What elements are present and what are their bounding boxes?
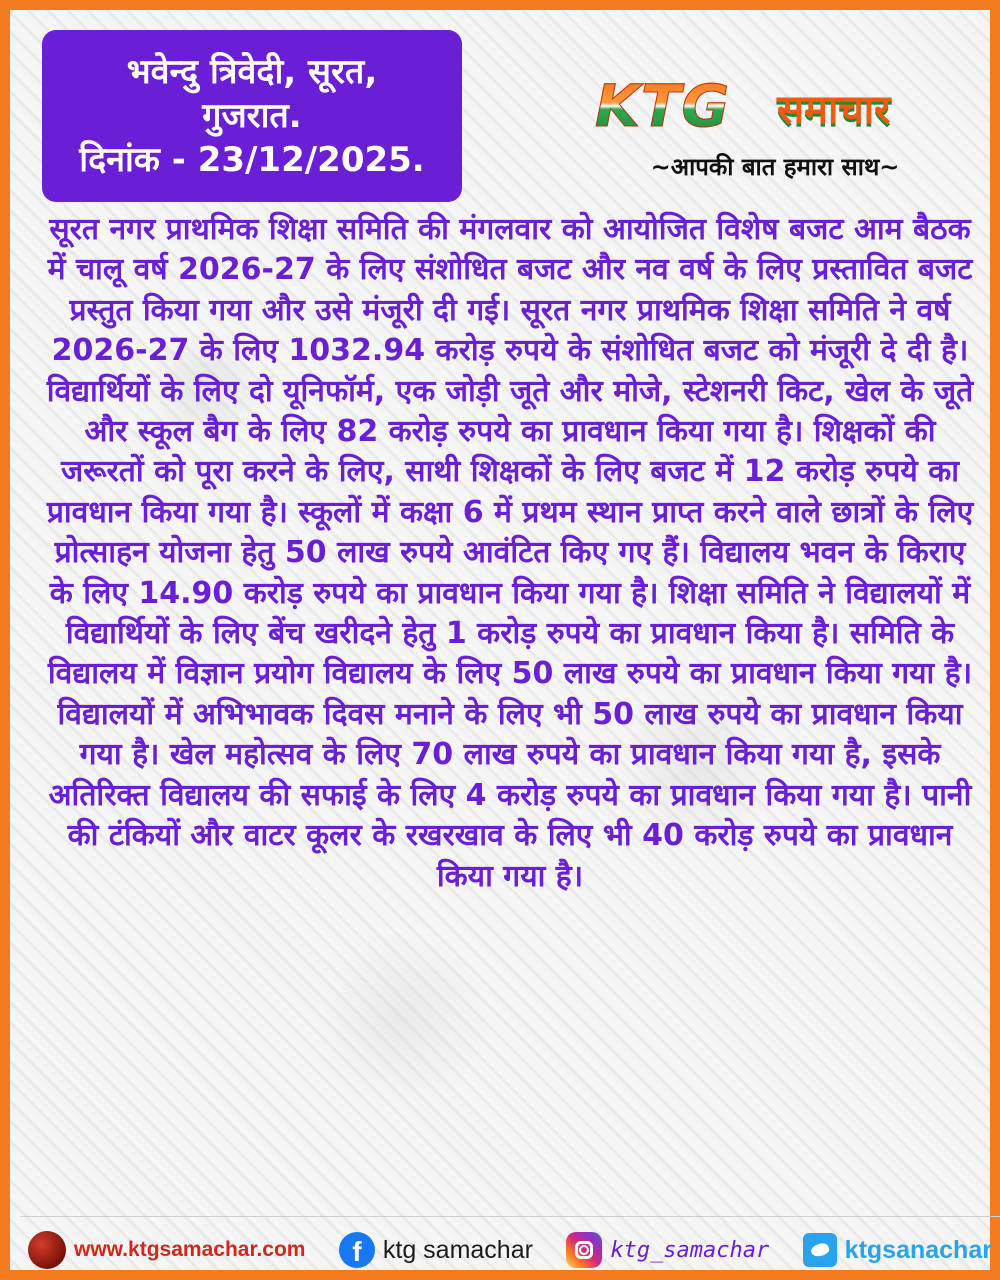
logo-samachar-text: समाचार [777, 87, 891, 133]
instagram-icon [566, 1232, 602, 1268]
article-body: सूरत नगर प्राथमिक शिक्षा समिति की मंगलवार को आयोजित विशेष बजट आम बैठक में चालू वर्ष 2026-27 के लिए संशोधित बजट और नव वर्ष के लिए प्रस्तावित बजट प्रस्तुत किया गया और उसे मंजूरी दी गई। सूरत नगर प्राथमिक शिक्षा समिति ने वर्ष 2026-27 के लिए 1032.94 करोड़ रुपये के संशोधित बजट को मंजूरी दे दी है। विद्यार्थियों के लिए दो यूनिफॉर्म, एक जोड़ी जूते और मोजे, स्टेशनरी किट, खेल के जूते और स्कूल बैग के लिए 82 करोड़ रुपये का प्रावधान किया गया है। शिक्षकों की जरूरतों को पूरा करने के लिए, साथी शिक्षकों के लिए बजट में 12 करोड़ रुपये का प्रावधान किया गया है। स्कूलों में कक्षा 6 में प्रथम स्थान प्राप्त करने वाले छात्रों के लिए प्रोत्साहन योजना हेतु 50 लाख रुपये आवंटित किए गए हैं। विद्यालय भवन के किराए के लिए 14.90 करोड़ रुपये का प्रावधान किया गया है। शिक्षा समिति ने विद्यालयों में विद्यार्थियों के लिए बेंच खरीदने हेतु 1 करोड़ रुपये का प्रावधान किया है। समिति के विद्यालय में विज्ञान प्रयोग विद्यालय के लिए 50 लाख रुपये का प्रावधान किया गया है। विद्यालयों में अभिभावक दिवस मनाने के लिए भी 50 लाख रुपये का प्रावधान किया गया है। खेल महोत्सव के लिए 70 लाख रुपये का प्रावधान किया गया है, इसके अतिरिक्त विद्यालय की सफाई के लिए 4 करोड़ रुपये का प्रावधान किया गया है। पानी की टंकियों और वाटर कूलर के रखरखाव के लिए भी 40 करोड़ रुपये का प्रावधान किया गया है। [46, 212, 974, 894]
instagram-handle[interactable]: ktg_samachar [610, 1237, 770, 1263]
twitter-icon [803, 1233, 837, 1267]
logo-tagline: ~आपकी बात हमारा साथ~ [650, 153, 900, 181]
byline-state: गुजरात. [202, 96, 302, 136]
footer-twitter[interactable] [803, 1233, 992, 1267]
twitter-handle[interactable]: ktgsanachar [844, 1235, 992, 1264]
footer-facebook[interactable] [339, 1232, 533, 1268]
ktg-samachar-logo [595, 72, 955, 142]
byline-box [42, 30, 462, 202]
facebook-handle[interactable]: ktg samachar [382, 1235, 533, 1264]
facebook-icon: f [339, 1232, 375, 1268]
logo-ktg-text: KTG [595, 72, 731, 140]
footer-instagram[interactable] [566, 1232, 769, 1268]
footer-divider [20, 1216, 1000, 1217]
globe-icon [28, 1231, 66, 1269]
website-link[interactable]: www.ktgsamachar.com [74, 1238, 306, 1261]
footer-bar [20, 1222, 1000, 1278]
footer-website[interactable] [28, 1231, 305, 1269]
byline-author: भवेन्दु त्रिवेदी, सूरत, [126, 52, 378, 92]
byline-date: दिनांक - 23/12/2025. [79, 140, 425, 180]
